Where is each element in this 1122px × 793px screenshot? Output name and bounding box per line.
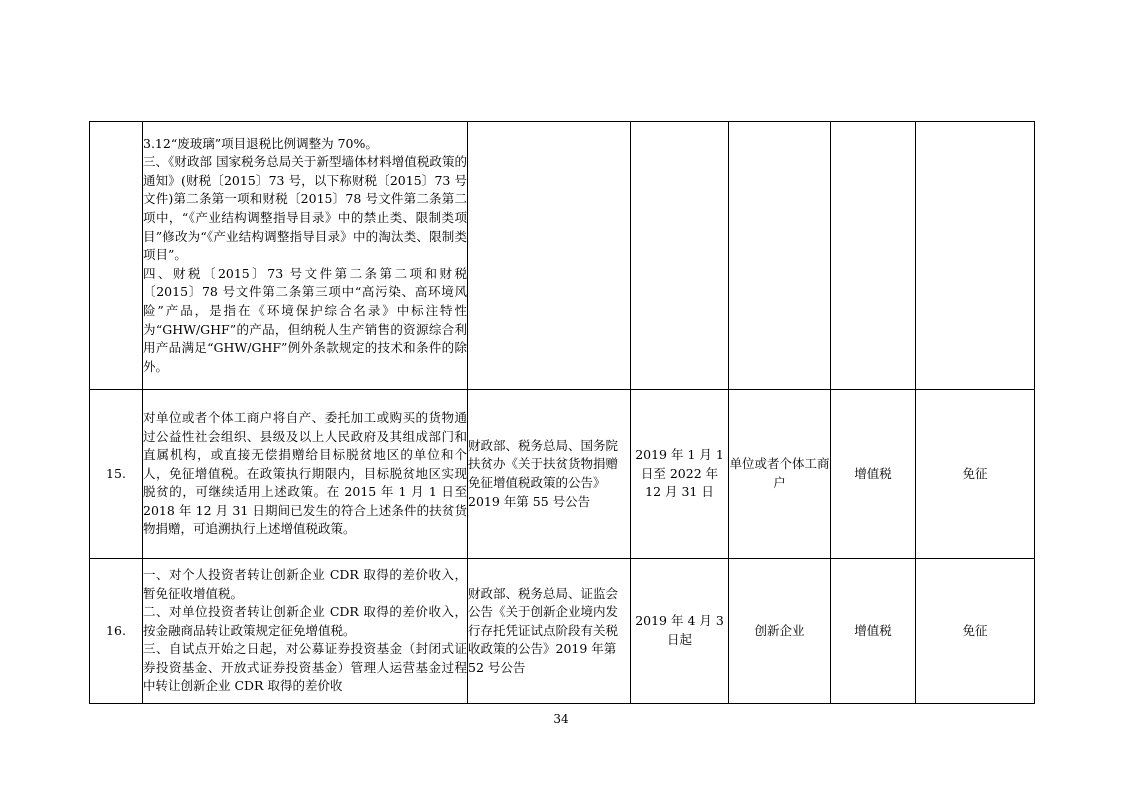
page-number: 34 — [553, 712, 569, 726]
row-number — [90, 122, 143, 390]
policy-basis: 财政部、税务总局、证监会公告《关于创新企业境内发行存托凭证试点阶段有关税收政策的公告》2019 年第 52 号公告 — [468, 559, 631, 704]
policy-period — [631, 122, 729, 390]
policy-content — [143, 390, 468, 559]
policy-content — [143, 122, 468, 390]
content-paragraph: 二、对单位投资者转让创新企业 CDR 取得的差价收入，按金融商品转让政策规定征免增值税。 — [143, 604, 467, 638]
content-paragraph: 四、财税〔2015〕73 号文件第二条第二项和财税〔2015〕78 号文件第二条第三项中“高污染、高环境风险”产品，是指在《环境保护综合名录》中标注特性为“GHW/GHF”的产品，但纳税人生产销售的资源综合利用产品满足“GHW/GHF”例外条款规定的技术和条件的除外。 — [143, 265, 467, 374]
content-paragraph: 对单位或者个体工商户将自产、委托加工或购买的货物通过公益性社会组织、县级及以上人民政府及其组成部门和直属机构，或直接无偿捐赠给目标脱贫地区的单位和个人，免征增值税。在政策执行期限内，目标脱贫地区实现脱贫的，可继续适用上述政策。在 2015 年 1 月 1 日至 2018 年 12 月 31 日期间已发生的符合上述条件的扶贫货物捐赠，可追溯执行上述增值税政策。 — [143, 409, 467, 537]
content-paragraph: 三、《财政部 国家税务总局关于新型墙体材料增值税政策的通知》(财税〔2015〕73 号，以下称财税〔2015〕73 号文件)第二条第一项和财税〔2015〕78 号文件第二条第二项中，“《产业结构调整指导目录》中的禁止类、限制类项目”修改为“《产业结构调整指导目录》中的淘汰类、限制类项目”。 — [143, 154, 467, 263]
tax-type: 增值税 — [831, 559, 916, 704]
tax-subject: 创新企业 — [729, 559, 831, 704]
policy-content — [143, 559, 468, 704]
row-number: 15. — [90, 390, 143, 559]
tax-subject — [729, 122, 831, 390]
content-paragraph: 3.12“废玻璃”项目退税比例调整为 70%。 — [143, 135, 378, 151]
table-row — [90, 390, 1035, 559]
policy-period: 2019 年 4 月 3 日起 — [631, 559, 729, 704]
policy-basis — [468, 122, 631, 390]
tax-method: 免征 — [916, 559, 1035, 704]
content-paragraph: 三、自试点开始之日起，对公募证券投资基金（封闭式证券投资基金、开放式证券投资基金）管理人运营基金过程中转让创新企业 CDR 取得的差价收 — [143, 641, 467, 694]
content-paragraph: 一、对个人投资者转让创新企业 CDR 取得的差价收入，暂免征收增值税。 — [143, 566, 467, 601]
policy-table — [89, 121, 1035, 704]
table-row — [90, 122, 1035, 390]
table-row — [90, 559, 1035, 704]
tax-type — [831, 122, 916, 390]
tax-type: 增值税 — [831, 390, 916, 559]
tax-subject: 单位或者个体工商户 — [729, 390, 831, 559]
tax-method — [916, 122, 1035, 390]
tax-method: 免征 — [916, 390, 1035, 559]
policy-basis: 财政部、税务总局、国务院扶贫办《关于扶贫货物捐赠免征增值税政策的公告》2019 年第 55 号公告 — [468, 390, 631, 559]
policy-period: 2019 年 1 月 1 日至 2022 年 12 月 31 日 — [631, 390, 729, 559]
row-number: 16. — [90, 559, 143, 704]
